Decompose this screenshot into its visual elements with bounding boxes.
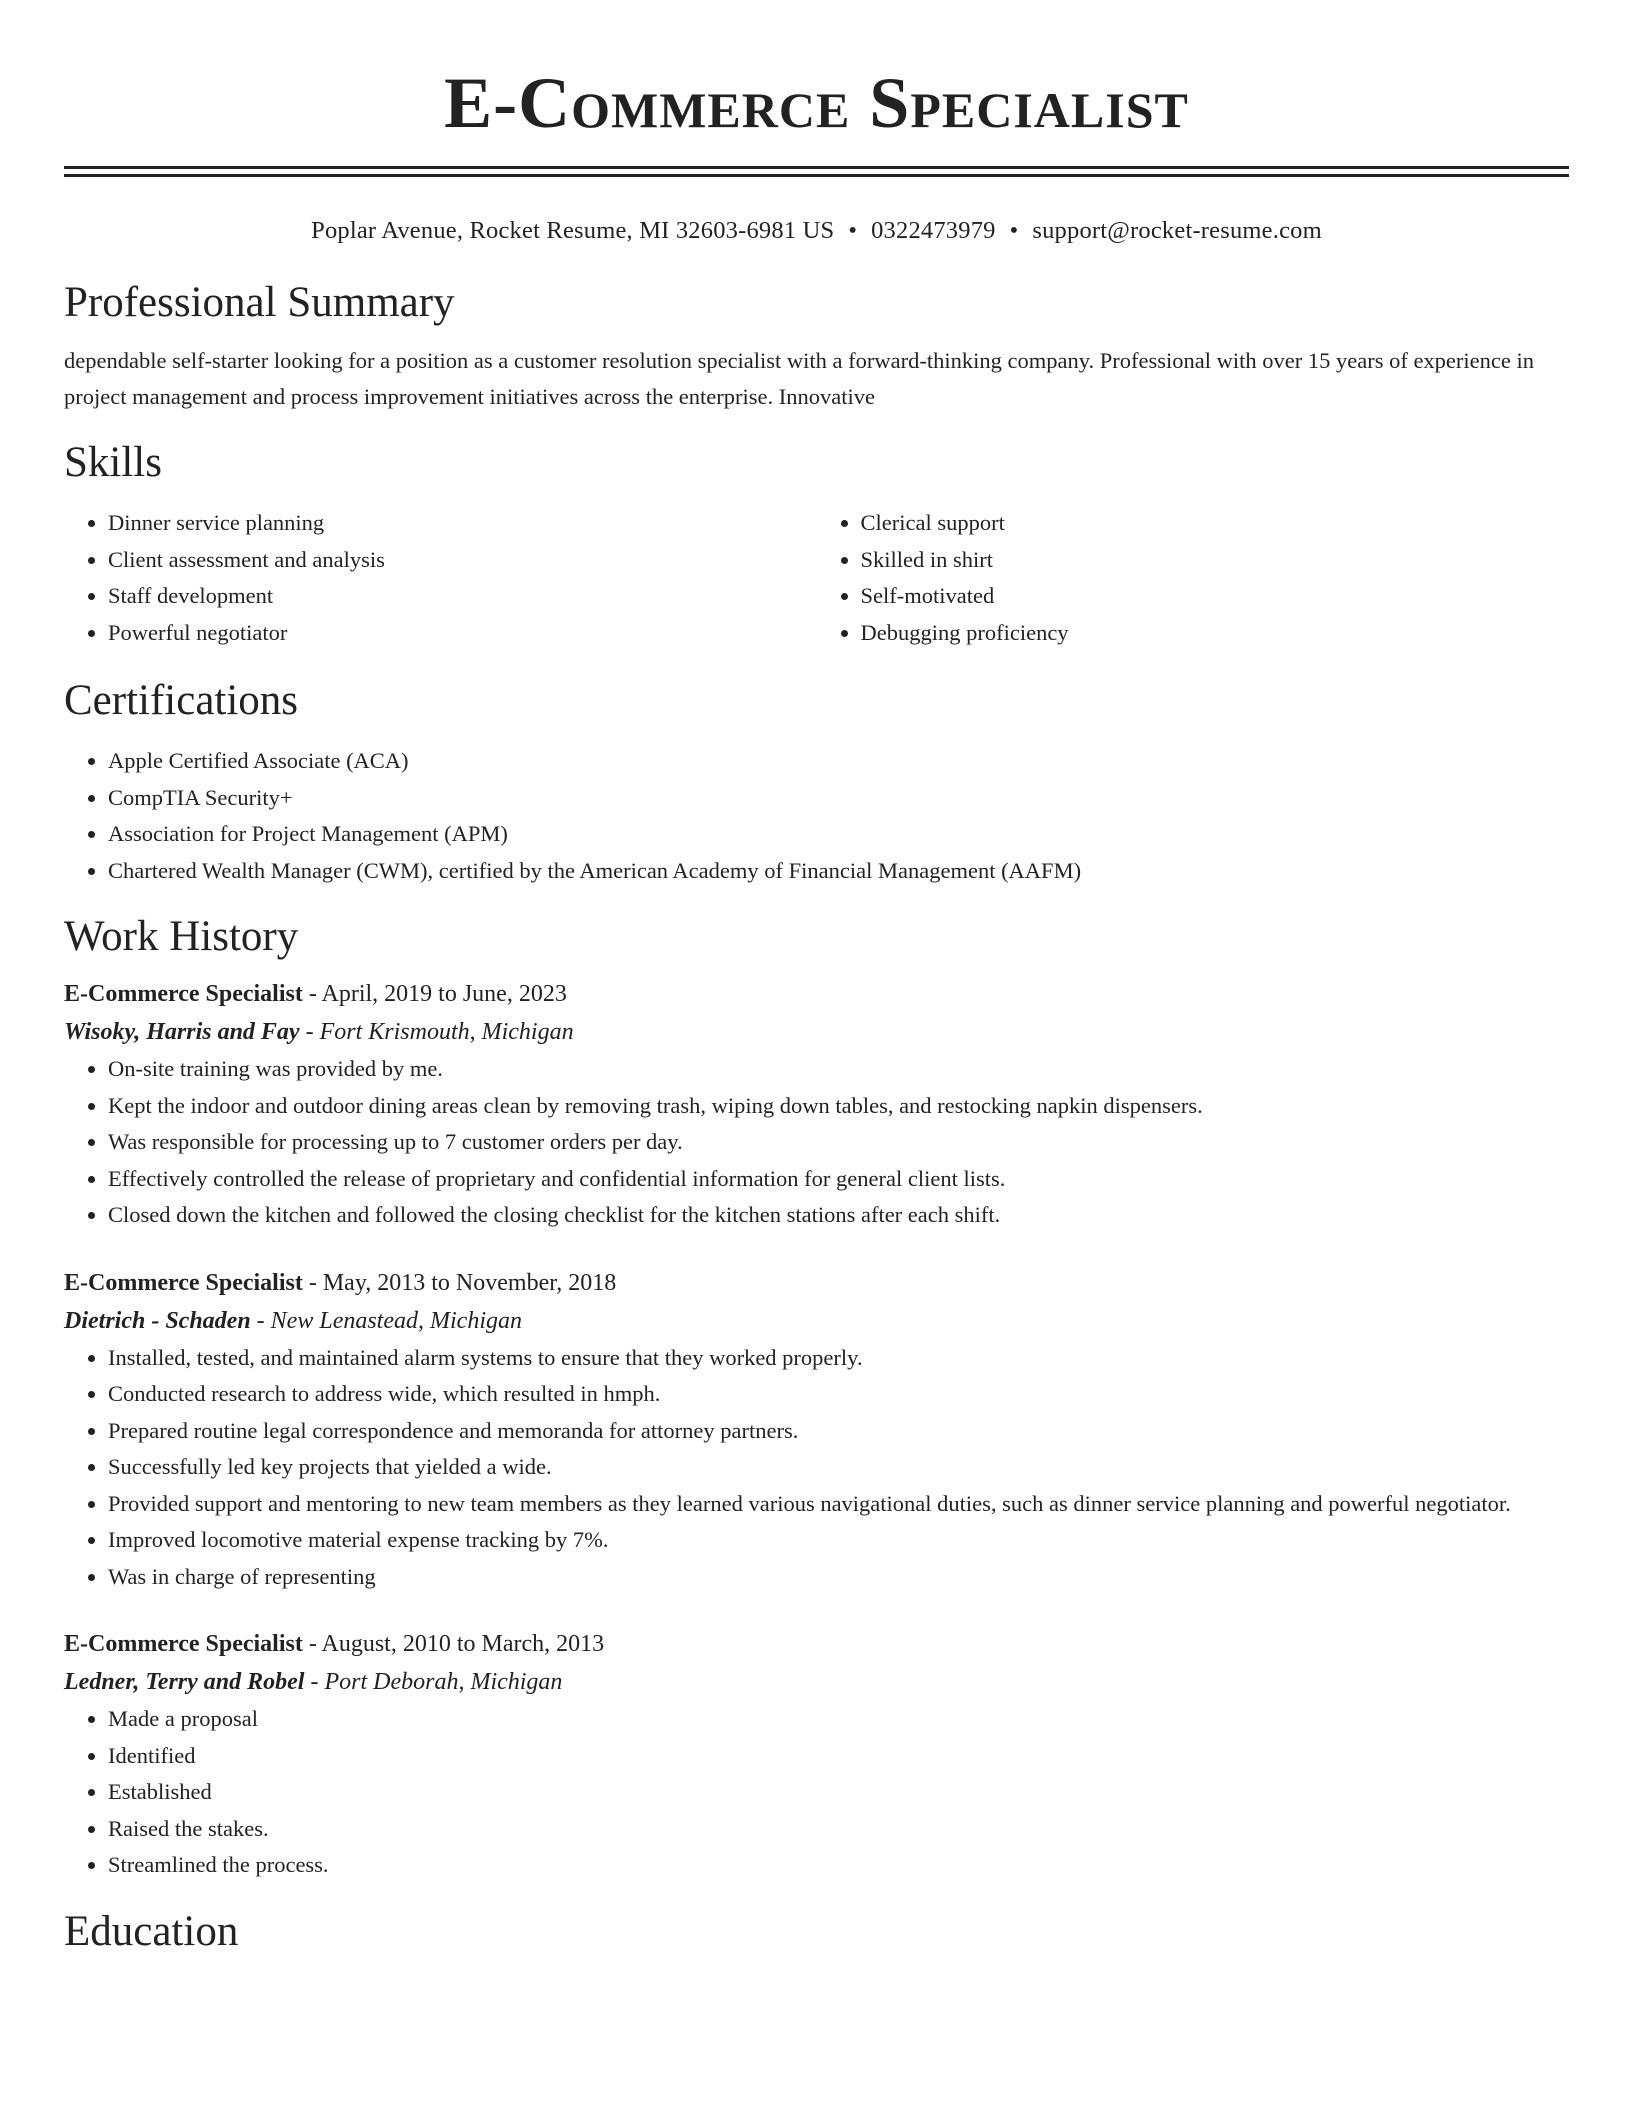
job-entry (64, 1264, 1569, 1596)
job-title-line: E-Commerce Specialist - May, 2013 to November, 2018 (64, 1269, 617, 1296)
summary-section (64, 277, 1569, 415)
job-duty: • Identified (108, 1738, 1569, 1775)
job-duty: • Installed, tested, and maintained alarm systems to ensure that they worked properly. (108, 1340, 1569, 1377)
job-role: E-Commerce Specialist (64, 1631, 303, 1657)
job-duty: • Effectively controlled the release of proprietary and confidential information for general client lists. (108, 1161, 1569, 1198)
certifications-list (64, 743, 1569, 889)
education-heading: Education (64, 1907, 239, 1955)
title-divider (64, 166, 1569, 177)
job-duty: • Made a proposal (108, 1701, 1569, 1738)
skill-item: • Debugging proficiency (861, 615, 1570, 652)
job-duty: • Streamlined the process. (108, 1847, 1569, 1884)
contact-phone: 0322473979 (871, 217, 996, 244)
skills-list-left (64, 505, 817, 651)
summary-text: dependable self-starter looking for a position as a customer resolution specialist with a forward-thinking company. Professional with over 15 years of experience in project management and process improvement initiatives across the enterprise. Innovative (64, 348, 1534, 409)
job-title-line: E-Commerce Specialist - August, 2010 to March, 2013 (64, 1631, 605, 1657)
job-duties-list (64, 1340, 1569, 1596)
work-history-section (64, 911, 1569, 1884)
job-location: New Lenastead, Michigan (270, 1307, 522, 1334)
skill-item: • Clerical support (861, 505, 1570, 542)
job-duty: • Was responsible for processing up to 7 customer orders per day. (108, 1124, 1569, 1161)
job-duty: • On-site training was provided by me. (108, 1051, 1569, 1088)
skill-item: • Client assessment and analysis (108, 542, 817, 579)
certification-item: • Association for Project Management (APM) (108, 816, 1569, 853)
job-entry (64, 975, 1569, 1234)
job-company: Wisoky, Harris and Fay (64, 1019, 300, 1045)
job-company-line: Wisoky, Harris and Fay - Fort Krismouth, Michigan (64, 1019, 574, 1045)
work-history-heading: Work History (64, 913, 299, 960)
skills-list-right (817, 505, 1570, 651)
contact-separator: • (1009, 217, 1019, 244)
summary-heading: Professional Summary (64, 279, 455, 326)
education-section (64, 1906, 1569, 1958)
job-entry (64, 1625, 1569, 1884)
job-title-line: E-Commerce Specialist - April, 2019 to June, 2023 (64, 981, 567, 1007)
job-duty: • Conducted research to address wide, which resulted in hmph. (108, 1376, 1569, 1413)
skill-item: • Powerful negotiator (108, 615, 817, 652)
job-company: Ledner, Terry and Robel (64, 1669, 305, 1695)
job-dates: August, 2010 to March, 2013 (321, 1631, 605, 1657)
certifications-heading: Certifications (64, 677, 299, 724)
skill-item: • Staff development (108, 578, 817, 615)
job-company: Dietrich - Schaden (64, 1307, 251, 1334)
job-company-line: Ledner, Terry and Robel - Port Deborah, Michigan (64, 1669, 563, 1695)
job-duty: • Closed down the kitchen and followed the closing checklist for the kitchen stations after each shift. (108, 1197, 1569, 1234)
contact-separator: • (848, 217, 858, 244)
skill-item: • Self-motivated (861, 578, 1570, 615)
job-duty: • Established (108, 1774, 1569, 1811)
contact-email: support@rocket-resume.com (1032, 217, 1322, 244)
certification-item: • CompTIA Security+ (108, 780, 1569, 817)
job-dates: April, 2019 to June, 2023 (321, 981, 567, 1007)
skills-grid (64, 505, 1569, 651)
job-role: E-Commerce Specialist (64, 981, 303, 1007)
resume-title: E-Commerce Specialist (444, 63, 1189, 143)
contact-line (64, 215, 1569, 247)
job-location: Port Deborah, Michigan (324, 1669, 563, 1695)
job-duty: • Prepared routine legal correspondence and memoranda for attorney partners. (108, 1413, 1569, 1450)
skills-section (64, 437, 1569, 651)
job-duties-list (64, 1051, 1569, 1234)
job-duty: • Improved locomotive material expense tracking by 7%. (108, 1522, 1569, 1559)
job-duty: • Provided support and mentoring to new team members as they learned various navigational duties, such as dinner service planning and powerful negotiator. (108, 1486, 1569, 1523)
skill-item: • Dinner service planning (108, 505, 817, 542)
certifications-section (64, 675, 1569, 889)
job-duty: • Raised the stakes. (108, 1811, 1569, 1848)
certification-item: • Chartered Wealth Manager (CWM), certified by the American Academy of Financial Management (AAFM) (108, 853, 1569, 890)
job-duty: • Was in charge of representing (108, 1559, 1569, 1596)
job-duty: • Successfully led key projects that yielded a wide. (108, 1449, 1569, 1486)
skill-item: • Skilled in shirt (861, 542, 1570, 579)
job-location: Fort Krismouth, Michigan (319, 1019, 574, 1045)
job-duties-list (64, 1701, 1569, 1884)
job-role: E-Commerce Specialist (64, 1269, 303, 1296)
contact-address: Poplar Avenue, Rocket Resume, MI 32603-6981 US (311, 217, 835, 244)
skills-heading: Skills (64, 439, 162, 486)
job-duty: • Kept the indoor and outdoor dining areas clean by removing trash, wiping down tables, and restocking napkin dispensers. (108, 1088, 1569, 1125)
job-company-line: Dietrich - Schaden - New Lenastead, Michigan (64, 1307, 522, 1334)
certification-item: • Apple Certified Associate (ACA) (108, 743, 1569, 780)
job-dates: May, 2013 to November, 2018 (322, 1269, 617, 1296)
resume-page (64, 0, 1569, 1958)
